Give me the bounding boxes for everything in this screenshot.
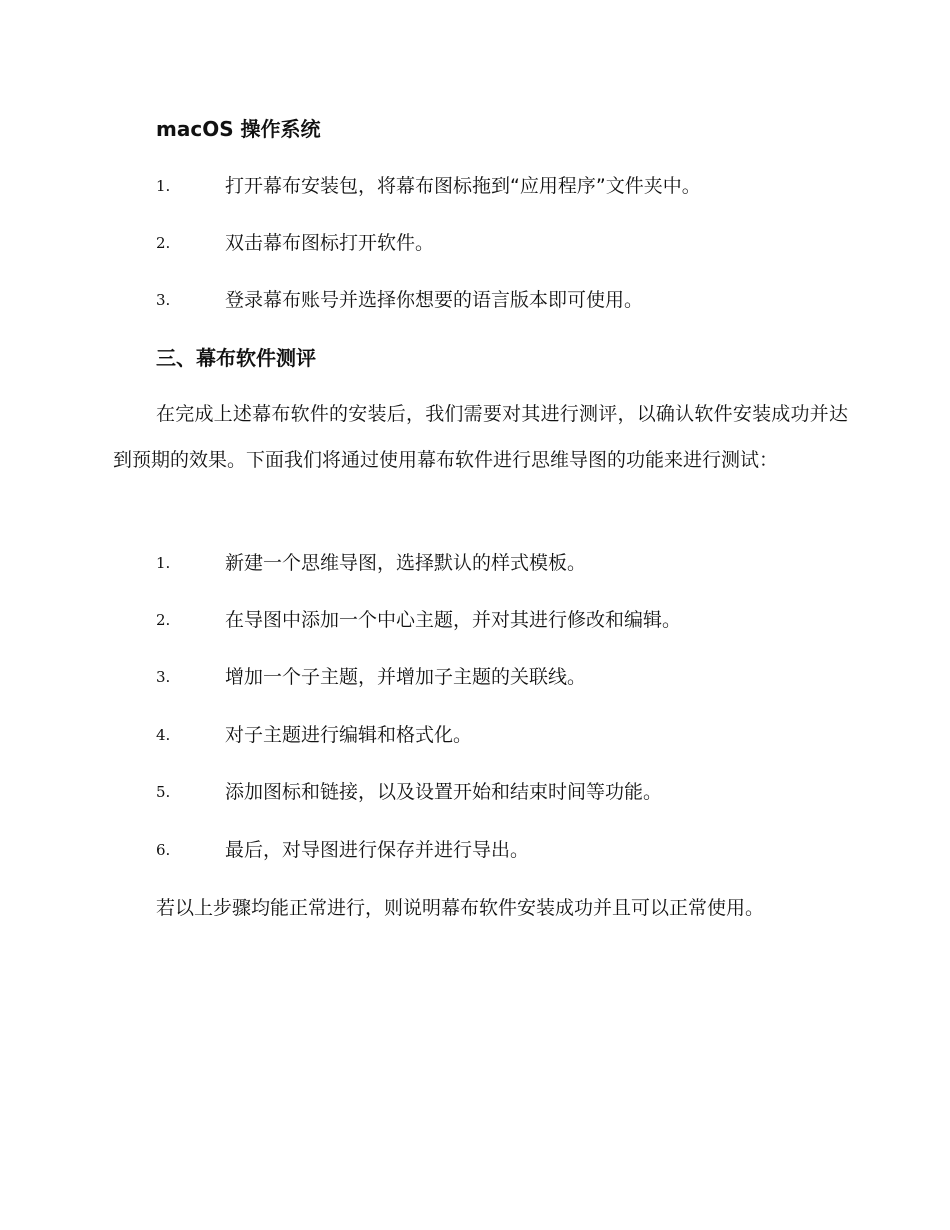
list-text: 登录幕布账号并选择你想要的语言版本即可使用。 [225,289,644,311]
macos-step-item [0,229,950,257]
test-step-item [0,836,950,864]
list-text: 最后，对导图进行保存并进行导出。 [225,839,530,861]
test-step-item [0,549,950,577]
list-number: 2. [156,234,171,252]
test-step-item [0,721,950,749]
list-number: 3. [156,291,171,309]
list-number: 1. [156,554,171,572]
macos-step-item [0,286,950,314]
list-number: 6. [156,841,171,859]
macos-step-item [0,172,950,200]
test-step-item [0,663,950,691]
list-number: 4. [156,726,171,744]
list-text: 双击幕布图标打开软件。 [225,232,435,254]
intro-paragraph: 在完成上述幕布软件的安装后，我们需要对其进行测评，以确认软件安装成功并达到预期的效果。下面我们将通过使用幕布软件进行思维导图的功能来进行测试： [113,403,848,471]
section-heading: 三、幕布软件测评 [156,346,316,370]
list-text: 打开幕布安装包，将幕布图标拖到“应用程序”文件夹中。 [225,175,701,197]
list-number: 2. [156,611,171,629]
conclusion-paragraph: 若以上步骤均能正常进行，则说明幕布软件安装成功并且可以正常使用。 [156,897,765,919]
list-text: 增加一个子主题，并增加子主题的关联线。 [225,666,587,688]
list-number: 1. [156,177,171,195]
list-number: 5. [156,783,171,801]
list-text: 在导图中添加一个中心主题，并对其进行修改和编辑。 [225,609,682,631]
macos-heading: macOS 操作系统 [156,117,321,141]
list-text: 对子主题进行编辑和格式化。 [225,724,473,746]
list-text: 新建一个思维导图，选择默认的样式模板。 [225,552,587,574]
test-step-item [0,606,950,634]
list-text: 添加图标和链接，以及设置开始和结束时间等功能。 [225,781,663,803]
test-step-item [0,778,950,806]
list-number: 3. [156,668,171,686]
